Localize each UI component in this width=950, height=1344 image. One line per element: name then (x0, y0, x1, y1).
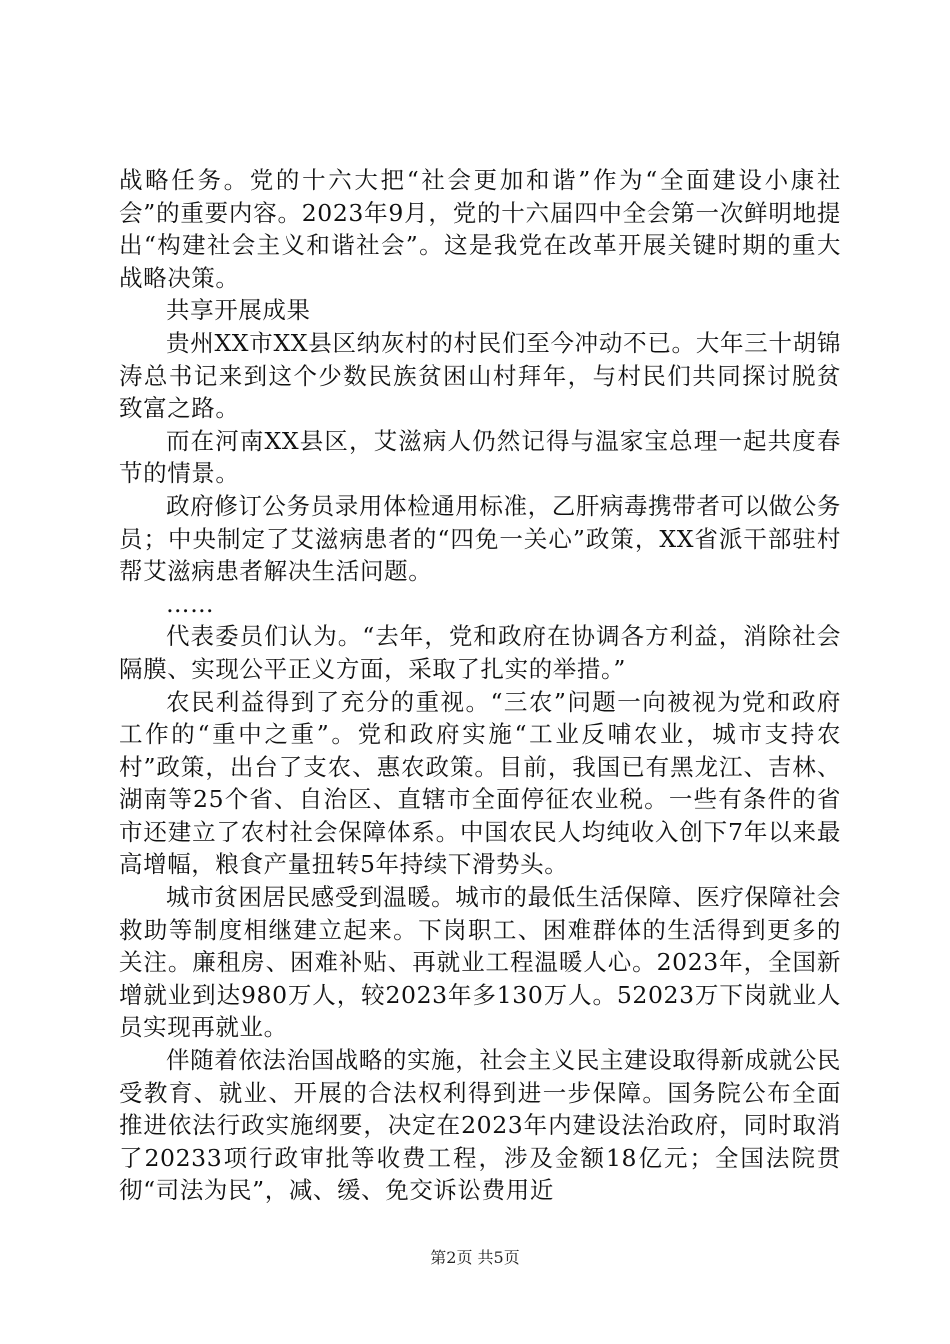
paragraph-10: 伴随着依法治国战略的实施，社会主义民主建设取得新成就公民受教育、就业、开展的合法权利得到进一步保障。国务院公布全面推进依法行政实施纲要，决定在2023年内建设法治政府，同时取消了20233项行政审批等收费工程，涉及金额18亿元；全国法院贯彻“司法为民”，减、缓、免交诉讼费用近 (119, 1046, 841, 1205)
page-number-label: 第2页 共5页 (430, 1248, 520, 1267)
body-text (119, 164, 841, 1207)
paragraph-4: 而在河南XX县区，艾滋病人仍然记得与温家宝总理一起共度春节的情景。 (119, 426, 841, 488)
paragraph-7: 代表委员们认为。“去年，党和政府在协调各方利益，消除社会隔膜、实现公平正义方面，采取了扎实的举措。” (119, 622, 841, 683)
paragraph-9: 城市贫困居民感受到温暖。城市的最低生活保障、医疗保障社会救助等制度相继建立起来。下岗职工、困难群体的生活得到更多的关注。廉租房、困难补贴、再就业工程温暖人心。2023年，全国新增就业到达980万人，较2023年多130万人。52023万下岗就业人员实现再就业。 (119, 883, 841, 1042)
paragraph-8: 农民利益得到了充分的重视。“三农”问题一向被视为党和政府工作的“重中之重”。党和政府实施“工业反哺农业，城市支持农村”政策，出台了支农、惠农政策。目前，我国已有黑龙江、吉林、湖南等25个省、自治区、直辖市全面停征农业税。一些有条件的省市还建立了农村社会保障体系。中国农民人均纯收入创下7年以来最高增幅，粮食产量扭转5年持续下滑势头。 (119, 687, 841, 879)
page-footer (0, 1245, 950, 1268)
paragraph-5: 政府修订公务员录用体检通用标准，乙肝病毒携带者可以做公务员；中央制定了艾滋病患者的“四免一关心”政策，XX省派干部驻村帮艾滋病患者解决生活问题。 (119, 491, 841, 586)
paragraph-2-heading: 共享开展成果 (166, 296, 311, 325)
paragraph-3: 贵州XX市XX县区纳灰村的村民们至今冲动不已。大年三十胡锦涛总书记来到这个少数民族贫困山村拜年，与村民们共同探讨脱贫致富之路。 (119, 328, 841, 423)
paragraph-6-ellipsis: …… (166, 589, 215, 618)
paragraph-1: 战略任务。党的十六大把“社会更加和谐”作为“全面建设小康社会”的重要内容。2023年9月，党的十六届四中全会第一次鲜明地提出“构建社会主义和谐社会”。这是我党在改革开展关键时期的重大战略决策。 (119, 166, 841, 292)
